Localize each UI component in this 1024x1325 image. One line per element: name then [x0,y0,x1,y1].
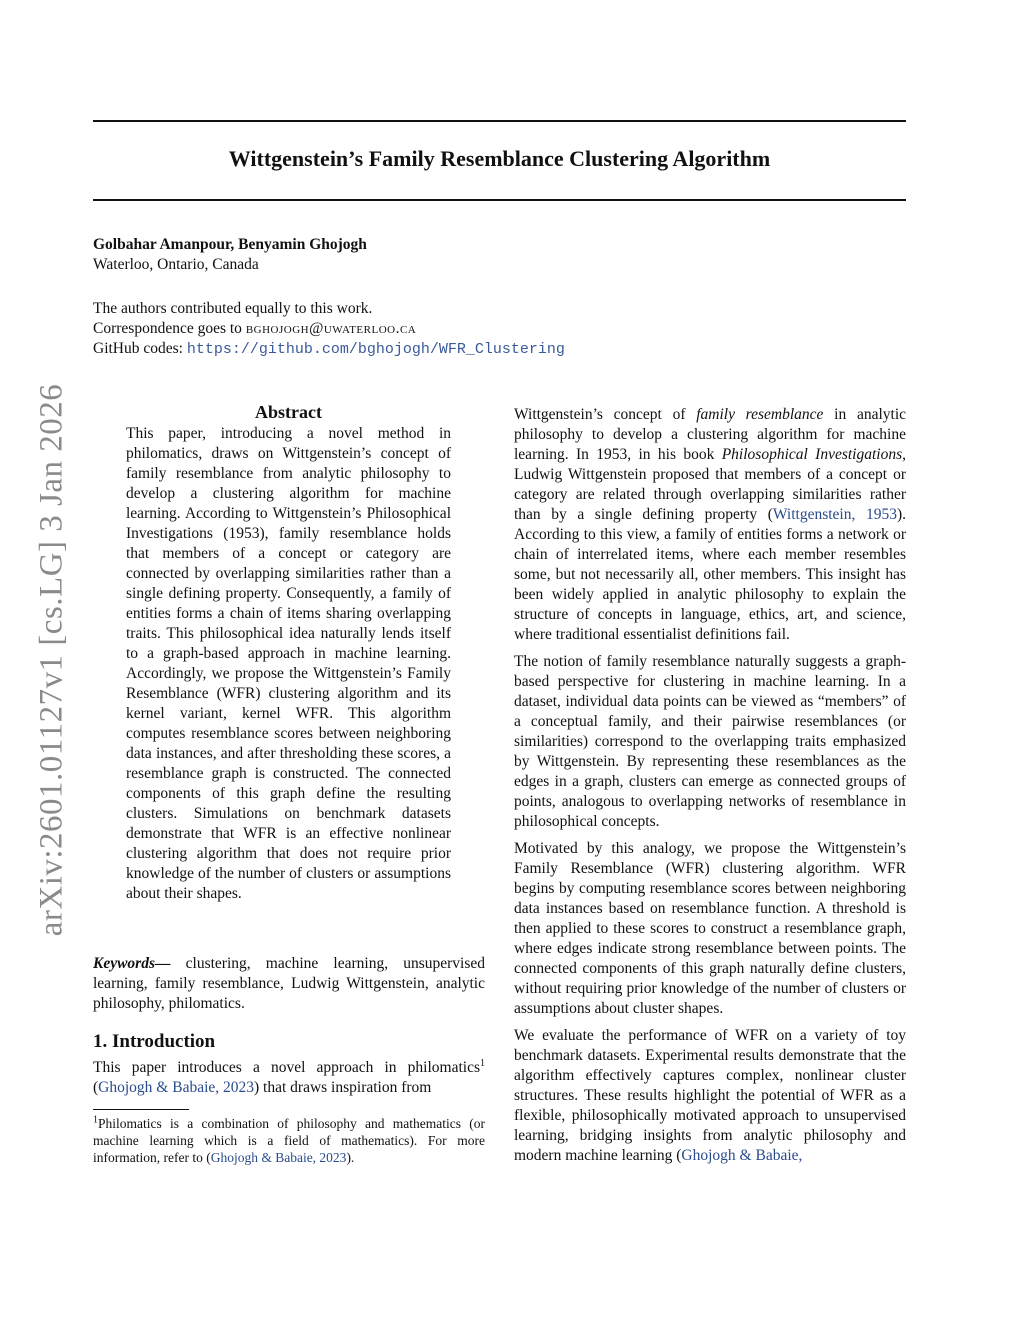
right-p1-text-b: in analytic philosophy to develop a clustering algorithm for machine learning. In 1953, in his book [514,406,906,463]
footnote-rule [93,1109,189,1110]
equal-contribution-note: The authors contributed equally to this work. [93,300,373,317]
correspondence-email[interactable]: bghojogh@uwaterloo.ca [245,320,417,337]
intro-citation[interactable]: Ghojogh & Babaie, 2023 [98,1079,255,1096]
intro-text-a: This paper introduces a novel approach in philomatics [93,1059,480,1076]
right-p1-text-d: ). According to this view, a family of entities forms a network or chain of interrelated items, where each member resembles some, but not necessarily all, other members. This insight has been widely applied in analytic philosophy to explain the structure of concepts in language, ethics, art, and science, where traditional essentialist definitions fail. [514,506,906,643]
right-p4-text-a: We evaluate the performance of WFR on a variety of toy benchmark datasets. Experimental results demonstrate that the algorithm effectively captures complex, nonlinear cluster structures. These results highlight the potential of WFR as a flexible, philosophically motivated approach to unsupervised learning, bridging insights from analytic philosophy and modern machine learning ( [514,1027,906,1164]
right-p1-text-c: , Ludwig Wittgenstein proposed that members of a concept or category are related through overlapping similarities rather than by a single defining property ( [514,446,906,523]
github-label: GitHub codes: [93,340,183,357]
footnote-number: 1 [93,1114,98,1126]
footnote-citation[interactable]: Ghojogh & Babaie, 2023 [210,1150,347,1165]
right-column [514,405,906,1173]
right-paragraph-1 [514,405,906,645]
abstract-section [126,402,451,911]
correspondence-block [93,299,906,360]
abstract-text: This paper, introducing a novel method in philomatics, draws on Wittgenstein’s concept of family resemblance from analytic philosophy to develop a clustering algorithm for machine learning. According to Wittgenstein’s Philosophical Investigations (1953), family resemblance holds that members of a concept or category are connected by overlapping similarities rather than a single defining property. Consequently, a family of entities forms a chain of items sharing overlapping traits. This philosophical idea naturally lends itself to a graph-based approach in machine learning. Accordingly, we propose the Wittgenstein’s Family Resemblance (WFR) clustering algorithm and its kernel variant, kernel WFR. This algorithm computes resemblance scores between neighboring data instances, and after thresholding these scores, a resemblance graph is constructed. The connected components of this graph define the resulting clusters. Simulations on benchmark datasets demonstrate that WFR is an effective nonlinear clustering algorithm that does not require prior knowledge of the number of clusters or assumptions about their shapes. [126,425,451,902]
correspondence-line [93,319,906,339]
footnote-text-b: ). [346,1150,355,1165]
arxiv-side-label: arXiv:2601.01127v1 [cs.LG] 3 Jan 2026 [33,383,70,937]
right-p1-citation[interactable]: Wittgenstein, 1953 [772,506,897,523]
right-p4-citation[interactable]: Ghojogh & Babaie, [681,1147,803,1164]
intro-paragraph: This paper introduces a novel approach in philomatics$^1$ (Ghojogh & Babaie, 2023) that draws inspiration from [93,1057,485,1096]
title-bottom-rule [93,199,906,201]
intro-text-b: ) that draws inspiration from [254,1079,432,1096]
introduction-section [93,1032,485,1105]
keywords-section [93,954,485,1021]
introduction-heading: 1. Introduction [93,1031,216,1052]
footnote [93,1115,485,1166]
right-paragraph-3: Motivated by this analogy, we propose the Wittgenstein’s Family Resemblance (WFR) clustering algorithm. WFR begins by computing resemblance scores between neighboring data instances based on resemblance function. A threshold is then applied to these scores to construct a resemblance graph, where edges indicate strong resemblance between points. The connected components of this graph naturally define clusters, without requiring prior knowledge of the number of clusters or assumptions about cluster shapes. [514,840,906,1017]
abstract-heading: Abstract [255,402,322,422]
authors: Golbahar Amanpour, Benyamin Ghojogh [93,236,367,253]
right-p1-italic-term: family resemblance [696,406,824,423]
footnote-marker[interactable]: 1 [480,1057,485,1069]
keywords-label: Keywords— [93,955,171,972]
paper-title: Wittgenstein’s Family Resemblance Clustering Algorithm [228,146,771,171]
footnote-text-a: Philomatics is a combination of philosophy and mathematics (or machine learning which is a field of mathematics). For more information, refer to ( [93,1116,485,1165]
right-paragraph-4 [514,1026,906,1166]
right-p1-text-a: Wittgenstein’s concept of [514,406,697,423]
keywords-text: clustering, machine learning, unsupervised learning, family resemblance, Ludwig Wittgenstein, analytic philosophy, philomatics. [93,955,485,1012]
author-block [93,235,906,275]
right-p1-book-title: Philosophical Investigations [721,446,903,463]
correspondence-label: Correspondence goes to [93,320,242,337]
github-link[interactable]: https://github.com/bghojogh/WFR_Clustering [186,341,565,358]
affiliation: Waterloo, Ontario, Canada [93,256,259,273]
title-top-rule [93,120,906,122]
github-line [93,339,906,360]
right-paragraph-2: The notion of family resemblance naturally suggests a graph-based perspective for clustering in machine learning. In a dataset, individual data points can be viewed as “members” of a conceptual family, and their pairwise resemblances (or similarities) correspond to the overlapping traits emphasized by Wittgenstein. By representing these resemblances as the edges in a graph, clusters can emerge as connected groups of points, analogous to overlapping networks of resemblance in philosophical concepts. [514,653,906,830]
